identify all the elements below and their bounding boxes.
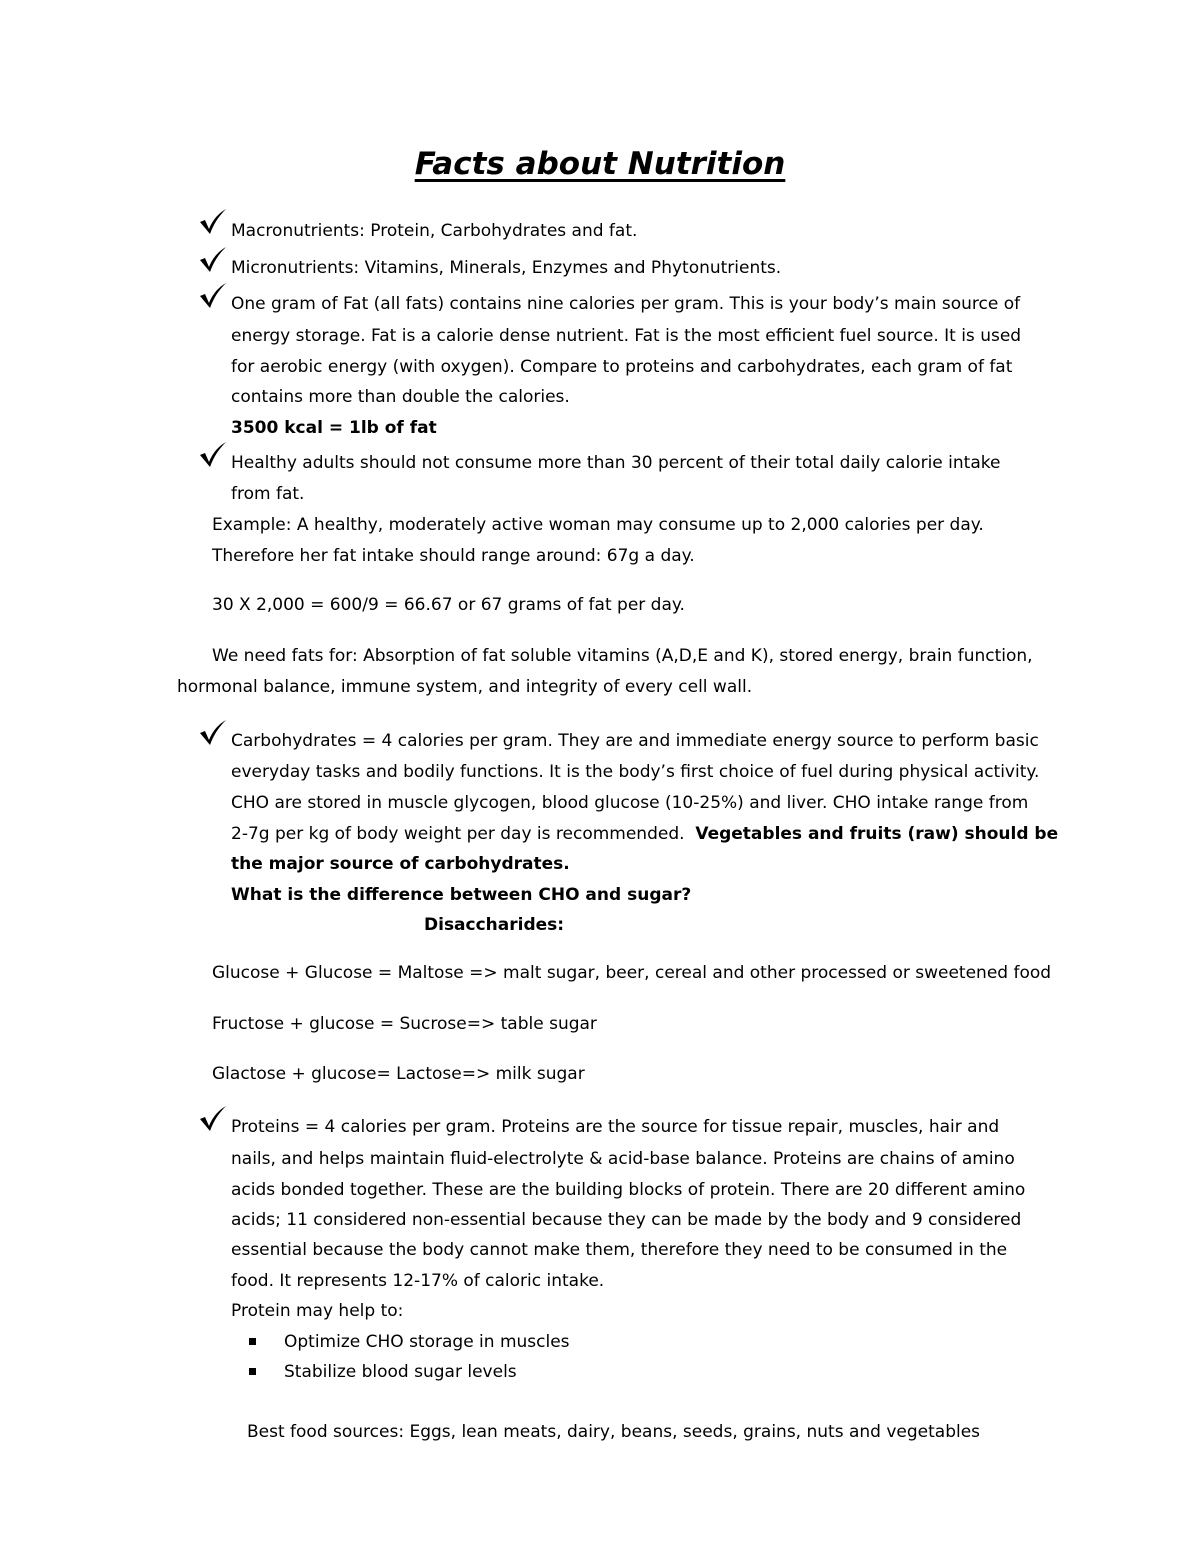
fats-need-line: We need fats for: Absorption of fat soluble vitamins (A,D,E and K), stored energy, brain function, <box>212 646 1033 666</box>
carbs-question: What is the difference between CHO and sugar? <box>231 885 692 905</box>
protein-help-item: Optimize CHO storage in muscles <box>284 1332 570 1352</box>
micronutrients-text: Micronutrients: Vitamins, Minerals, Enzymes and Phytonutrients. <box>231 258 782 278</box>
example-line: Therefore her fat intake should range around: 67g a day. <box>212 546 695 566</box>
checkmark-icon <box>198 440 228 470</box>
checkmark-icon <box>198 281 228 311</box>
best-food-sources: Best food sources: Eggs, lean meats, dairy, beans, seeds, grains, nuts and vegetables <box>247 1422 981 1442</box>
example-line: Example: A healthy, moderately active woman may consume up to 2,000 calories per day. <box>212 515 984 535</box>
proteins-text-line: food. It represents 12-17% of caloric intake. <box>231 1271 605 1291</box>
carbs-text-line: everyday tasks and bodily functions. It is the body’s first choice of fuel during physical activity. <box>231 762 1040 782</box>
fats-need-line: hormonal balance, immune system, and integrity of every cell wall. <box>177 677 753 697</box>
carbs-text-normal: 2-7g per kg of body weight per day is recommended. <box>231 824 696 844</box>
square-bullet-icon <box>249 1368 256 1375</box>
square-bullet-icon <box>249 1338 256 1345</box>
healthy-intake-line: from fat. <box>231 484 305 504</box>
proteins-text-line: Proteins = 4 calories per gram. Proteins are the source for tissue repair, muscles, hair and <box>231 1117 1000 1137</box>
fat-text-line: energy storage. Fat is a calorie dense nutrient. Fat is the most efficient fuel source. It is used <box>231 326 1022 346</box>
protein-help-label: Protein may help to: <box>231 1301 404 1321</box>
proteins-text-line: nails, and helps maintain fluid-electrolyte & acid-base balance. Proteins are chains of amino <box>231 1149 1015 1169</box>
macronutrients-text: Macronutrients: Protein, Carbohydrates and fat. <box>231 221 638 241</box>
checkmark-icon <box>198 245 228 275</box>
proteins-text-line: acids bonded together. These are the building blocks of protein. There are 20 different amino <box>231 1180 1026 1200</box>
checkmark-icon <box>198 718 228 748</box>
fat-text-line: for aerobic energy (with oxygen). Compare to proteins and carbohydrates, each gram of fat <box>231 357 1013 377</box>
carbs-text-bold: Vegetables and fruits (raw) should be <box>695 824 1059 844</box>
disaccharide-line: Glactose + glucose= Lactose=> milk sugar <box>212 1064 585 1084</box>
disaccharide-line: Fructose + glucose = Sucrose=> table sugar <box>212 1014 597 1034</box>
checkmark-icon <box>198 207 228 237</box>
fat-text-line: One gram of Fat (all fats) contains nine calories per gram. This is your body’s main source of <box>231 294 1021 314</box>
fat-rule-text: 3500 kcal = 1lb of fat <box>231 418 437 438</box>
document-title: Facts about Nutrition <box>414 146 786 182</box>
carbs-text-line: Carbohydrates = 4 calories per gram. They are and immediate energy source to perform basic <box>231 731 1039 751</box>
fat-text-line: contains more than double the calories. <box>231 387 570 407</box>
healthy-intake-line: Healthy adults should not consume more than 30 percent of their total daily calorie intake <box>231 453 1001 473</box>
carbs-text-line <box>231 823 1058 845</box>
protein-help-item: Stabilize blood sugar levels <box>284 1362 517 1382</box>
checkmark-icon <box>198 1104 228 1134</box>
disaccharide-line: Glucose + Glucose = Maltose => malt sugar, beer, cereal and other processed or sweetened food <box>212 963 1052 983</box>
carbs-text-line: CHO are stored in muscle glycogen, blood glucose (10-25%) and liver. CHO intake range from <box>231 793 1029 813</box>
carbs-text-bold-line: the major source of carbohydrates. <box>231 854 570 874</box>
calculation-text: 30 X 2,000 = 600/9 = 66.67 or 67 grams of fat per day. <box>212 595 685 615</box>
disaccharides-label: Disaccharides: <box>424 915 565 935</box>
proteins-text-line: essential because the body cannot make them, therefore they need to be consumed in the <box>231 1240 1008 1260</box>
proteins-text-line: acids; 11 considered non-essential because they can be made by the body and 9 considered <box>231 1210 1022 1230</box>
